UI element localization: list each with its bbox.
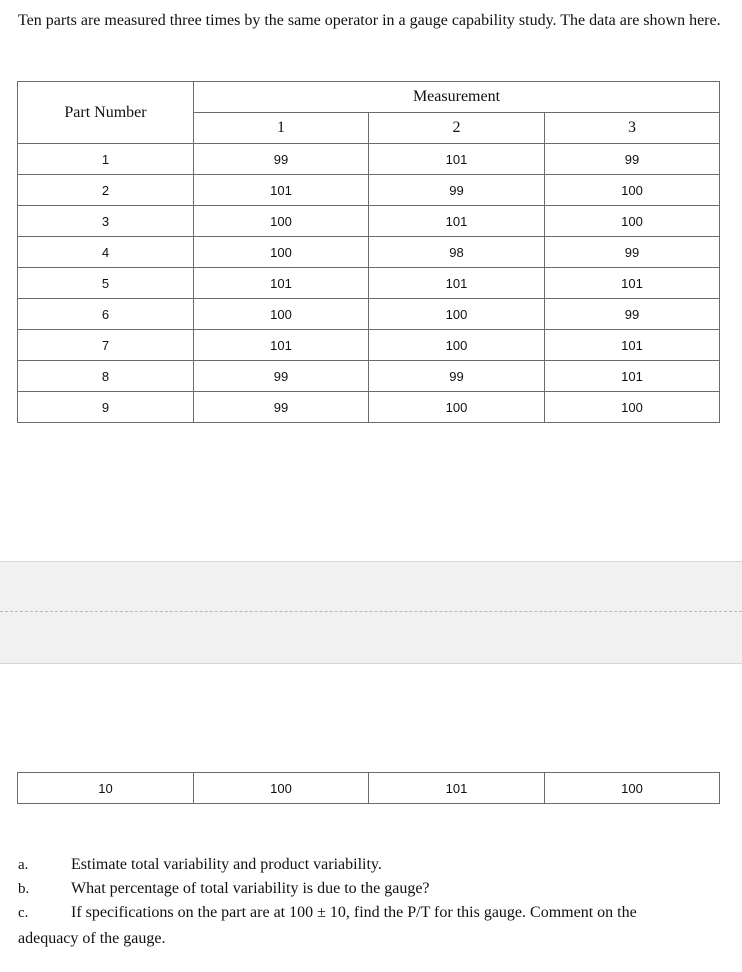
measurement-header: Measurement: [194, 82, 720, 113]
table-row: [18, 361, 720, 392]
problem-intro: [18, 6, 730, 35]
question-label: b.: [18, 881, 30, 897]
table-row: [18, 330, 720, 361]
question-text: If specifications on the part are at 100 ± 10, find the P/T for this gauge. Comment on the: [71, 904, 637, 921]
table-row: [18, 773, 720, 804]
measurement-cell: 100: [194, 206, 369, 237]
measurement-cell: 101: [545, 361, 720, 392]
measurement-cell: 100: [194, 237, 369, 268]
measurement-cell: 100: [545, 773, 720, 804]
measurement-cell: 99: [194, 144, 369, 175]
measurement-col-2: 2: [369, 113, 545, 144]
measurement-cell: 99: [369, 361, 545, 392]
table-row: [18, 392, 720, 423]
question-item: [18, 901, 730, 925]
question-list: [18, 853, 730, 951]
measurement-cell: 99: [545, 144, 720, 175]
question-label: a.: [18, 857, 29, 873]
part-cell: 10: [18, 773, 194, 804]
part-cell: 8: [18, 361, 194, 392]
measurement-cell: 101: [369, 773, 545, 804]
measurement-cell: 100: [545, 175, 720, 206]
measurement-table-continued: [17, 772, 720, 804]
measurement-cell: 101: [545, 268, 720, 299]
measurement-cell: 100: [194, 299, 369, 330]
measurement-cell: 99: [194, 392, 369, 423]
measurement-cell: 101: [369, 206, 545, 237]
measurement-cell: 101: [194, 330, 369, 361]
question-item: [18, 853, 730, 877]
measurement-col-3: 3: [545, 113, 720, 144]
question-item: [18, 877, 730, 901]
measurement-cell: 99: [369, 175, 545, 206]
part-number-header: Part Number: [18, 82, 194, 144]
table-row: [18, 175, 720, 206]
measurement-cell: 100: [369, 299, 545, 330]
table-row: [18, 144, 720, 175]
measurement-cell: 100: [545, 206, 720, 237]
part-cell: 2: [18, 175, 194, 206]
table-row: [18, 268, 720, 299]
measurement-col-1: 1: [194, 113, 369, 144]
measurement-cell: 100: [545, 392, 720, 423]
measurement-cell: 101: [369, 268, 545, 299]
measurement-cell: 101: [545, 330, 720, 361]
table-row: [18, 237, 720, 268]
part-cell: 4: [18, 237, 194, 268]
question-continuation: adequacy of the gauge.: [18, 930, 166, 947]
question-text: Estimate total variability and product variability.: [71, 856, 382, 873]
measurement-cell: 101: [194, 175, 369, 206]
part-cell: 6: [18, 299, 194, 330]
measurement-cell: 100: [194, 773, 369, 804]
measurement-cell: 101: [194, 268, 369, 299]
measurement-cell: 100: [369, 330, 545, 361]
part-cell: 5: [18, 268, 194, 299]
page-break-line: [0, 611, 742, 612]
part-cell: 7: [18, 330, 194, 361]
table-row: [18, 299, 720, 330]
measurement-cell: 99: [545, 299, 720, 330]
measurement-cell: 98: [369, 237, 545, 268]
measurement-cell: 99: [194, 361, 369, 392]
measurement-cell: 101: [369, 144, 545, 175]
part-cell: 1: [18, 144, 194, 175]
measurement-cell: 100: [369, 392, 545, 423]
page-break-separator: [0, 561, 742, 664]
table-row: [18, 206, 720, 237]
measurement-cell: 99: [545, 237, 720, 268]
measurement-table: [17, 81, 720, 423]
part-cell: 9: [18, 392, 194, 423]
question-text: What percentage of total variability is due to the gauge?: [71, 880, 430, 897]
question-label: c.: [18, 905, 29, 921]
intro-text: Ten parts are measured three times by the same operator in a gauge capability study. The data are shown here.: [18, 12, 721, 29]
part-cell: 3: [18, 206, 194, 237]
